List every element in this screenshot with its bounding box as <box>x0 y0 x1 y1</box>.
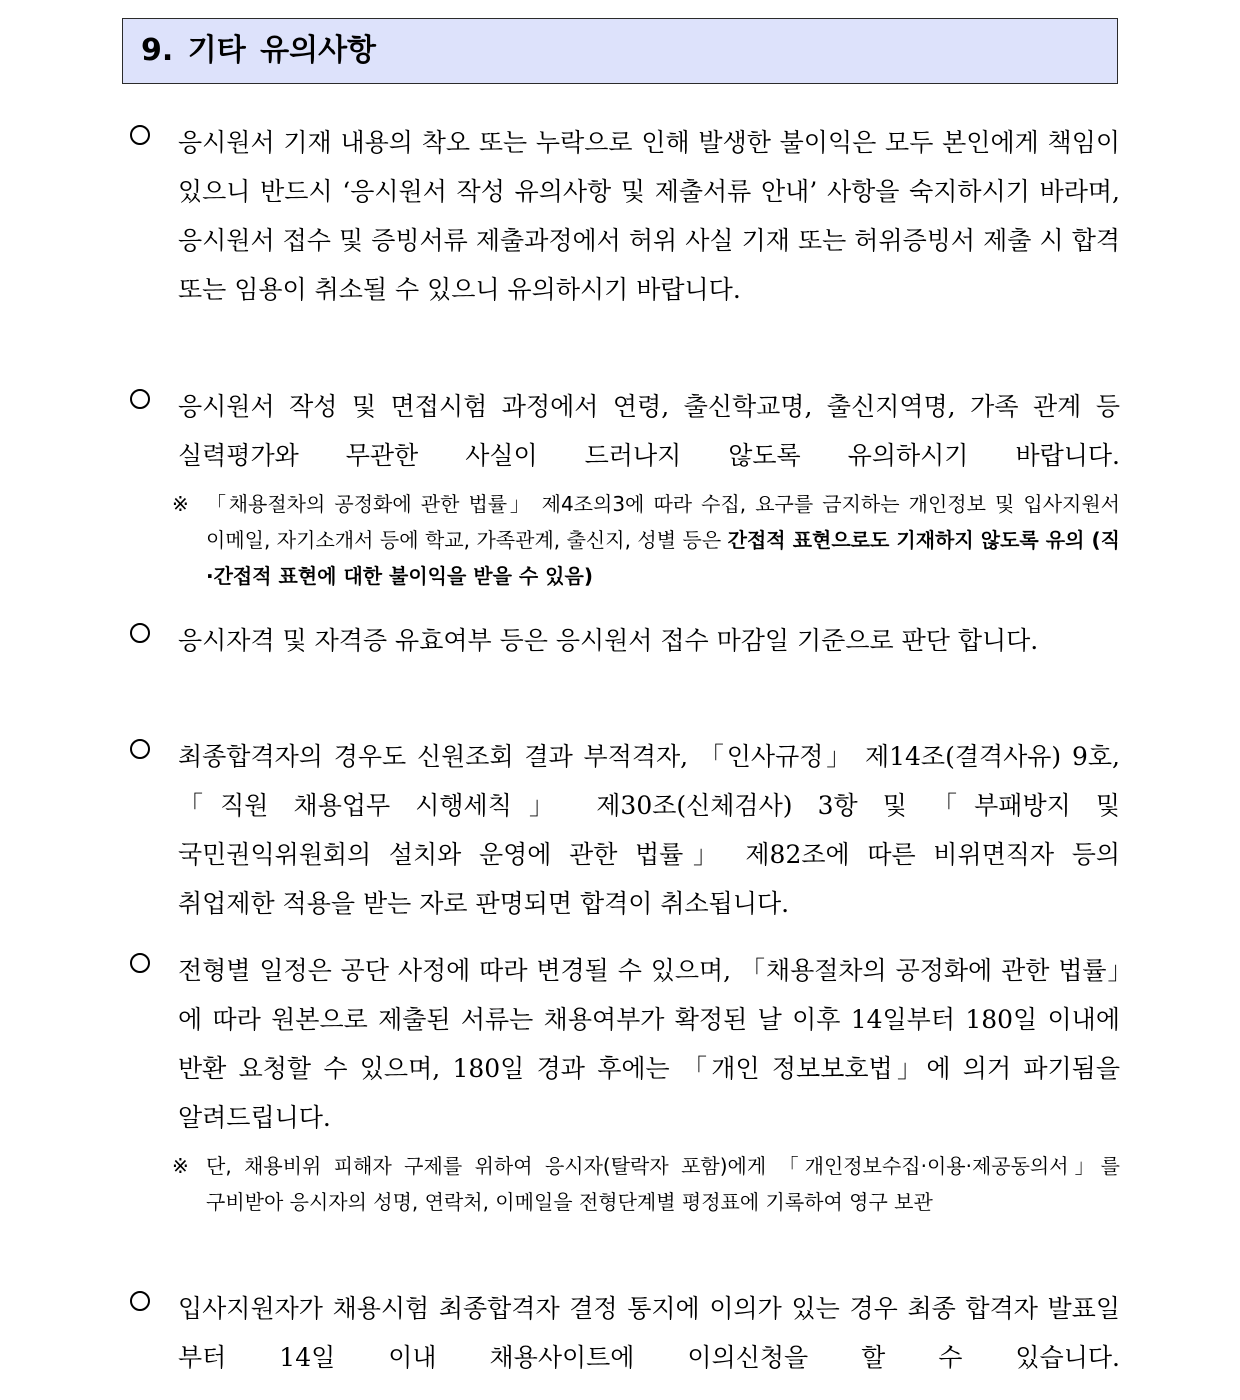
reference-mark-icon: ※ <box>172 492 189 516</box>
list-item <box>130 946 1120 1142</box>
item-text: 입사지원자가 채용시험 최종합격자 결정 통지에 이의가 있는 경우 최종 합격자 발표일 부터 14일 이내 채용사이트에 이의신청을 할 수 있습니다. <box>178 1294 1120 1372</box>
circle-bullet-icon <box>130 125 150 145</box>
circle-bullet-icon <box>130 1291 150 1311</box>
list-item <box>130 118 1120 314</box>
circle-bullet-icon <box>130 389 150 409</box>
circle-bullet-icon <box>130 953 150 973</box>
list-item <box>130 1284 1120 1382</box>
item-text: 응시원서 작성 및 면접시험 과정에서 연령, 출신학교명, 출신지역명, 가족 관계 등 실력평가와 무관한 사실이 드러나지 않도록 유의하시기 바랍니다. <box>178 392 1120 470</box>
list-item <box>130 732 1120 928</box>
privacy-note <box>172 486 1120 594</box>
note-text: 단, 채용비위 피해자 구제를 위하여 응시자(탈락자 포함)에게 「개인정보수집·이용·제공동의서」를 구비받아 응시자의 성명, 연락처, 이메일을 전형단계별 평정표에 기록하여 영구 보관 <box>206 1154 1120 1214</box>
item-text: 응시원서 기재 내용의 착오 또는 누락으로 인해 발생한 불이익은 모두 본인에게 책임이 있으니 반드시 ‘응시원서 작성 유의사항 및 제출서류 안내’ 사항을 숙지하시기 바라며, 응시원서 접수 및 증빙서류 제출과정에서 허위 사실 기재 또는 허위증빙서 제출 시 합격 또는 임용이 취소될 수 있으니 유의하시기 바랍니다. <box>178 128 1120 304</box>
item-text: 전형별 일정은 공단 사정에 따라 변경될 수 있으며, 「채용절차의 공정화에 관한 법률」에 따라 원본으로 제출된 서류는 채용여부가 확정된 날 이후 14일부터 180일 이내에 반환 요청할 수 있으며, 180일 경과 후에는 「개인 정보보호법」에 의거 파기됨을 알려드립니다. <box>178 956 1120 1132</box>
note-body: 「채용절차의 공정화에 관한 법률」 제4조의3에 따라 수집, 요구를 금지하는 개인정보 및 입사지원서 이메일, 자기소개서 등에 학교, 가족관계, 출신지, 성별 등은 <box>206 492 1120 552</box>
item-text: 응시자격 및 자격증 유효여부 등은 응시원서 접수 마감일 기준으로 판단 합니다. <box>178 626 1039 655</box>
note-emphasis: 간접적 표현으로도 기재하지 않도록 유의 (직·간접적 표현에 대한 불이익을 받을 수 있음) <box>206 528 1120 588</box>
retention-note <box>172 1148 1120 1220</box>
list-item <box>130 382 1120 480</box>
list-item <box>130 616 1120 665</box>
section-title: 9. 기타 유의사항 <box>141 33 377 68</box>
note-text <box>206 486 1120 594</box>
section-header <box>122 18 1118 84</box>
reference-mark-icon: ※ <box>172 1154 189 1178</box>
circle-bullet-icon <box>130 623 150 643</box>
circle-bullet-icon <box>130 739 150 759</box>
item-text: 최종합격자의 경우도 신원조회 결과 부적격자, 「인사규정」 제14조(결격사유) 9호, 「직원 채용업무 시행세칙」 제30조(신체검사) 3항 및 「부패방지 및 국민권익위원회의 설치와 운영에 관한 법률」 제82조에 따른 비위면직자 등의 취업제한 적용을 받는 자로 판명되면 합격이 취소됩니다. <box>178 742 1120 918</box>
